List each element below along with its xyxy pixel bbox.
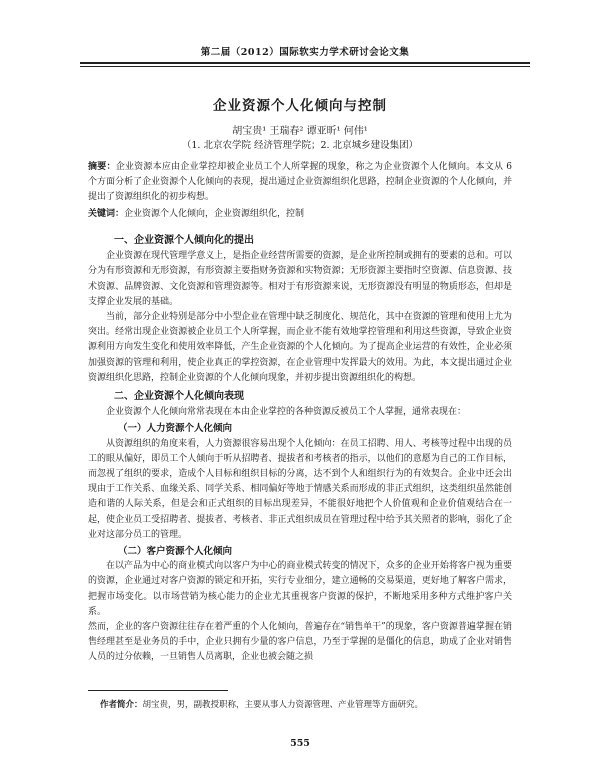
abstract-label: 摘要：	[88, 162, 116, 172]
paragraph: 企业资源在现代管理学意义上，是指企业经营所需要的资源，是企业所控制或拥有的要素的总和。可以分为有形资源和无形资源，有形资源主要指财务资源和实物资源；无形资源主要指时空资源、信息资源、技术资源、品牌资源、文化资源和管理资源等。相对于有形资源来说，无形资源没有明显的物质形态，但却是支撑企业发展的基础。	[88, 251, 512, 307]
paragraph: 企业资源个人化倾向常常表现在本由企业掌控的各种资源反被员工个人掌握，通常表现在：	[106, 407, 467, 418]
footnote-divider	[88, 690, 228, 691]
paragraph: 从资源组织的角度来看，人力资源很容易出现个人化倾向：在员工招聘、用人、考核等过程中出现的员工的眼从偏好，即员工个人倾向于听从招聘者、提拔者和考核者的指示，以他们的意愿为自己的工作目标，而忽视了组织的要求，造成个人目标和组织目标的分离，达不到个人和组织行为的有效契合。企业中还会出现由于工作关系、血缘关系、同学关系、相同偏好等地于情感关系而形成的非正式组织，这类组织虽然能创造和谐的人际关系，但是会和正式组织的目标出现差异，不能很好地把个人价值观和企业价值观结合在一起，使企业员工受招聘者、提拔者、考核者、非正式组织成员在管理过程中给予其关照者的影响，弱化了企业对这部分员工的管理。	[88, 438, 512, 540]
page-number: 555	[290, 738, 310, 749]
keywords-text: 企业资源个人化倾向，企业资源组织化，控制	[124, 209, 305, 219]
section-heading-2: 二、企业资源个人化倾向表现	[114, 391, 244, 403]
paragraph: 在以产品为中心的商业模式向以客户为中心的商业模式转变的情况下，众多的企业开始将客户视为重要的资源，企业通过对客户资源的锁定和开拓，实行专业细分，建立通畅的交易渠道，更好地了解客户需求，把握市场变化。以市场营销为核心能力的企业尤其重视客户资源的保护，不断地采用多种方式维护客户关系。	[88, 561, 512, 617]
abstract-text: 企业资源本应由企业掌控却被企业员工个人所掌握的现象，称之为企业资源个人化倾向。本文从 6 个方面分析了企业资源个人化倾向的表现，提出通过企业资源组织化思路，控制企业资源的个人化倾向，并提出了资源组织化的初步构想。	[88, 162, 512, 202]
abstract	[88, 160, 512, 205]
affiliation: （1. 北京农学院 经济管理学院；2. 北京城乡建设集团）	[181, 140, 419, 151]
keywords	[88, 207, 512, 222]
author-list: 胡宝贵¹ 王瑞春² 谭亚昕¹ 何伟¹	[232, 126, 368, 137]
keywords-label: 关键词：	[88, 209, 125, 219]
section-heading-1: 一、企业资源个人倾向化的提出	[114, 235, 254, 246]
subsection-heading-customer: （二）客户资源个人化倾向	[118, 546, 233, 558]
paper-body	[88, 230, 512, 666]
footnote	[100, 698, 512, 710]
subsection-heading-hr: （一）人力资源个人化倾向	[118, 423, 233, 435]
footnote-label: 作者简介：	[100, 700, 143, 710]
footnote-text: 胡宝贵，男，副教授职称，主要从事人力资源管理、产业管理等方面研究。	[142, 700, 424, 710]
paragraph: 当前，部分企业特别是部分中小型企业在管理中缺乏制度化、规范化，其中在资源的管理和使用上尤为突出。经常出现企业资源被企业员工个人所掌握，而企业不能有效地掌控管理和利用这些资源，导致企业资源利用方向发生变化和使用效率降低，产生企业资源的个人化倾向。为了提高企业运营的有效性，企业必须加强资源的管理和利用，使企业真正的掌控资源，在企业管理中发挥最大的效用。为此，本文提出通过企业资源组织化思路，控制企业资源的个人化倾向现象，并初步提出资源组织化的构想。	[88, 312, 512, 383]
paragraph: 然而，企业的客户资源往往存在着严重的个人化倾向，普遍存在“销售单干”的现象，客户资源普遍掌握在销售经理甚至是业务员的手中，企业只拥有少量的客户信息，乃至于掌握的是僵化的信息，助成了企业对销售人员的过分依赖，一旦销售人员离职，企业也被会随之损	[88, 622, 512, 663]
paper-title: 企业资源个人化倾向与控制	[213, 98, 387, 114]
running-header: 第二届（2012）国际软实力学术研讨会论文集	[80, 44, 530, 64]
